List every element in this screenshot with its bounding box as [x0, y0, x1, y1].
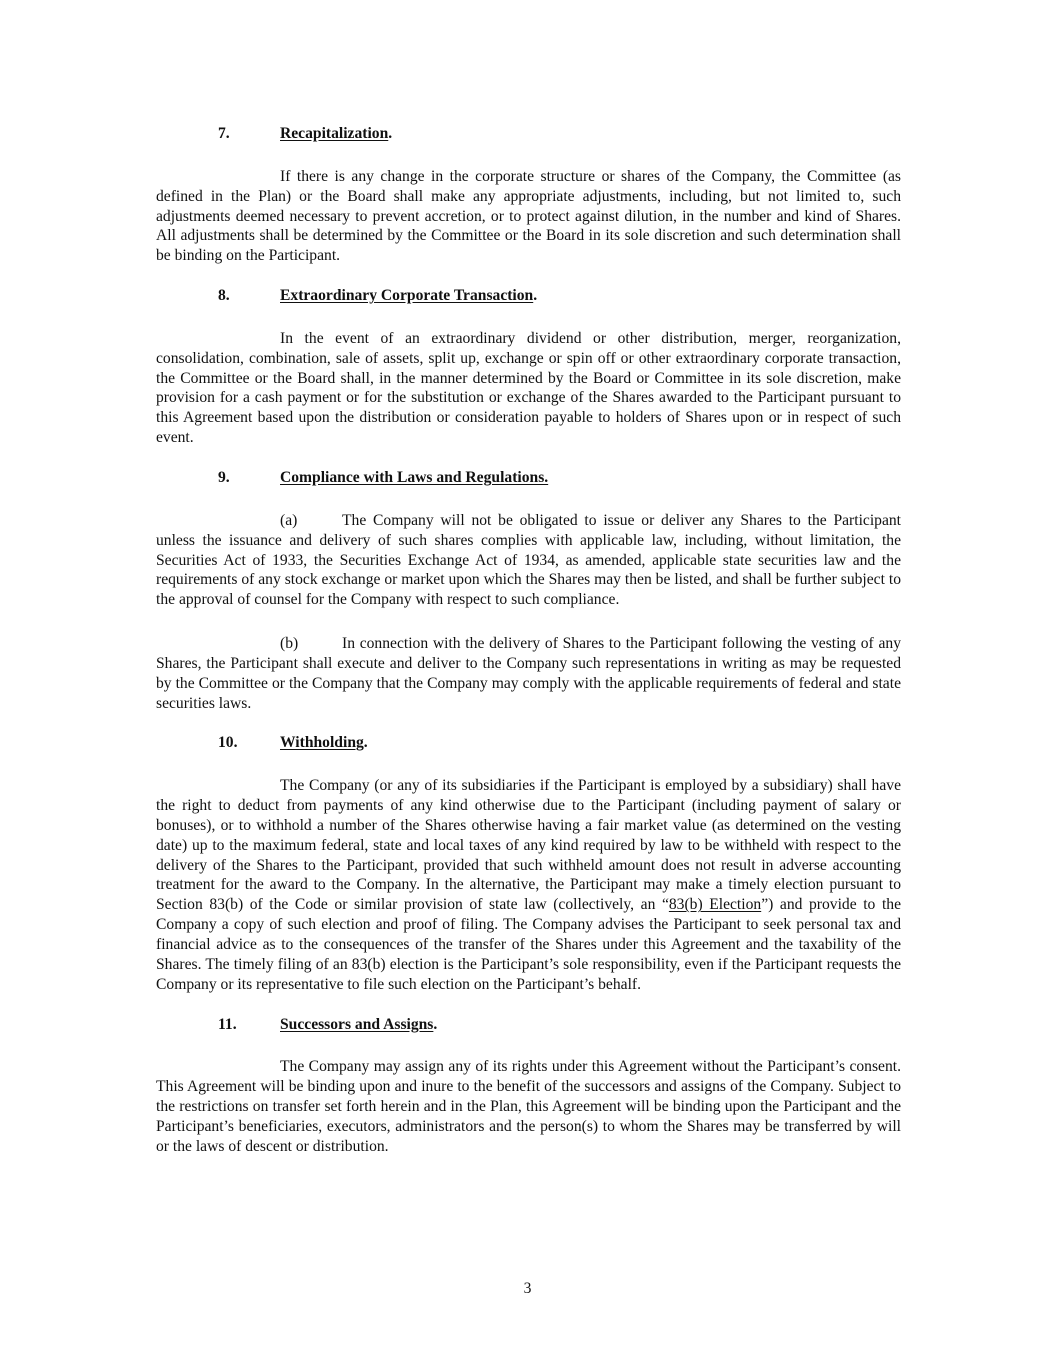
section-title-punctuation: .	[388, 125, 393, 142]
paragraph-text: The Company (or any of its subsidiaries if the Participant is employed by a subsidiary) shall have the right to deduct from payments of any kind otherwise due to the Participant (including payment of salary or bonuses), or to withhold a number of the Shares otherwise having a fair market value (as determined on the vesting date) up to the maximum federal, state and local taxes of any kind required by law to be withheld with respect to the delivery of the Shares to the Participant, provided that such withheld amount does not result in adverse accounting treatment for the award to the Company. In the alternative, the Participant may make a timely election pursuant to Section 83(b) of the Code or similar provision of state law (collectively, an “	[156, 777, 901, 914]
subparagraph-label: (a)	[280, 511, 298, 529]
section-number: 11.	[218, 1015, 237, 1033]
subparagraph-9b	[156, 634, 901, 713]
section-number: 7.	[218, 125, 230, 142]
section-heading-9	[156, 468, 901, 488]
section-title: Withholding	[280, 734, 364, 752]
paragraph-text: ”) and provide to the Company a copy of such election and proof of filing. The Company advises the Participant to seek personal tax and financial advice as to the consequences of the transfer of the Shares under this Agreement and the taxability of the Shares. The timely filing of an 83(b) election is the Participant’s sole responsibility, even if the Participant requests the Company or its representative to file such election on the Participant’s behalf.	[156, 896, 901, 993]
section-number: 8.	[218, 287, 230, 305]
document-body	[156, 124, 901, 1157]
section-title-punctuation: .	[363, 734, 368, 752]
section-heading-8	[156, 286, 901, 306]
section-title: Successors and Assigns	[280, 1015, 434, 1033]
section-paragraph-8: In the event of an extraordinary dividend or other distribution, merger, reorganization, consolidation, combination, sale of assets, split up, exchange or spin off or other extraordinary corporate transaction, the Committee or the Board shall, in the manner determined by the Board or Committee in its sole discretion, make provision for a cash payment or for the substitution or exchange of the Shares awarded to the Participant pursuant to this Agreement based upon the distribution or consideration payable to holders of Shares upon or in respect of such event.	[156, 329, 901, 447]
section-heading-7	[156, 124, 901, 144]
section-paragraph-7: If there is any change in the corporate structure or shares of the Company, the Committee (as defined in the Plan) or the Board shall make any appropriate adjustments, including, but not limited to, such adjustments deemed necessary to prevent accretion, or to protect against dilution, in the number and kind of Shares. All adjustments shall be determined by the Committee or the Board in its sole discretion and such determination shall be binding on the Participant.	[156, 167, 901, 265]
page-number: 3	[523, 1280, 532, 1297]
section-title: Compliance with Laws and Regulations.	[280, 468, 549, 486]
section-heading-10	[156, 733, 901, 753]
section-number: 9.	[218, 468, 230, 486]
section-paragraph-10	[156, 776, 901, 994]
subparagraph-text: In connection with the delivery of Shares to the Participant following the vesting of any Shares, the Participant shall execute and deliver to the Company such representations in writing as may be requested by the Committee or the Company that the Company may comply with the applicable requirements of federal and state securities laws.	[156, 635, 901, 712]
section-title-punctuation: .	[533, 287, 538, 305]
section-number: 10.	[218, 734, 238, 752]
section-paragraph-11: The Company may assign any of its rights under this Agreement without the Participant’s consent. This Agreement will be binding upon and inure to the benefit of the successors and assigns of the Company. Subject to the restrictions on transfer set forth herein and in the Plan, this Agreement will be binding upon the Participant and the Participant’s beneficiaries, executors, administrators and the person(s) to whom the Shares may be transferred by will or the laws of descent or distribution.	[156, 1058, 901, 1155]
section-title: Extraordinary Corporate Transaction	[280, 287, 534, 305]
defined-term: 83(b) Election	[668, 896, 762, 914]
subparagraph-label: (b)	[280, 635, 299, 653]
section-title: Recapitalization	[280, 125, 389, 142]
subparagraph-9a	[156, 511, 901, 610]
subparagraph-text: The Company will not be obligated to issue or deliver any Shares to the Participant unless the issuance and delivery of such shares complies with applicable law, including, without limitation, the Securities Act of 1933, the Securities Exchange Act of 1934, as amended, applicable state securities law and the requirements of any stock exchange or market upon which the Shares may then be listed, and shall be further subject to the approval of counsel for the Company with respect to such compliance.	[156, 511, 901, 609]
section-title-punctuation: .	[433, 1015, 438, 1033]
section-heading-11	[156, 1015, 901, 1035]
